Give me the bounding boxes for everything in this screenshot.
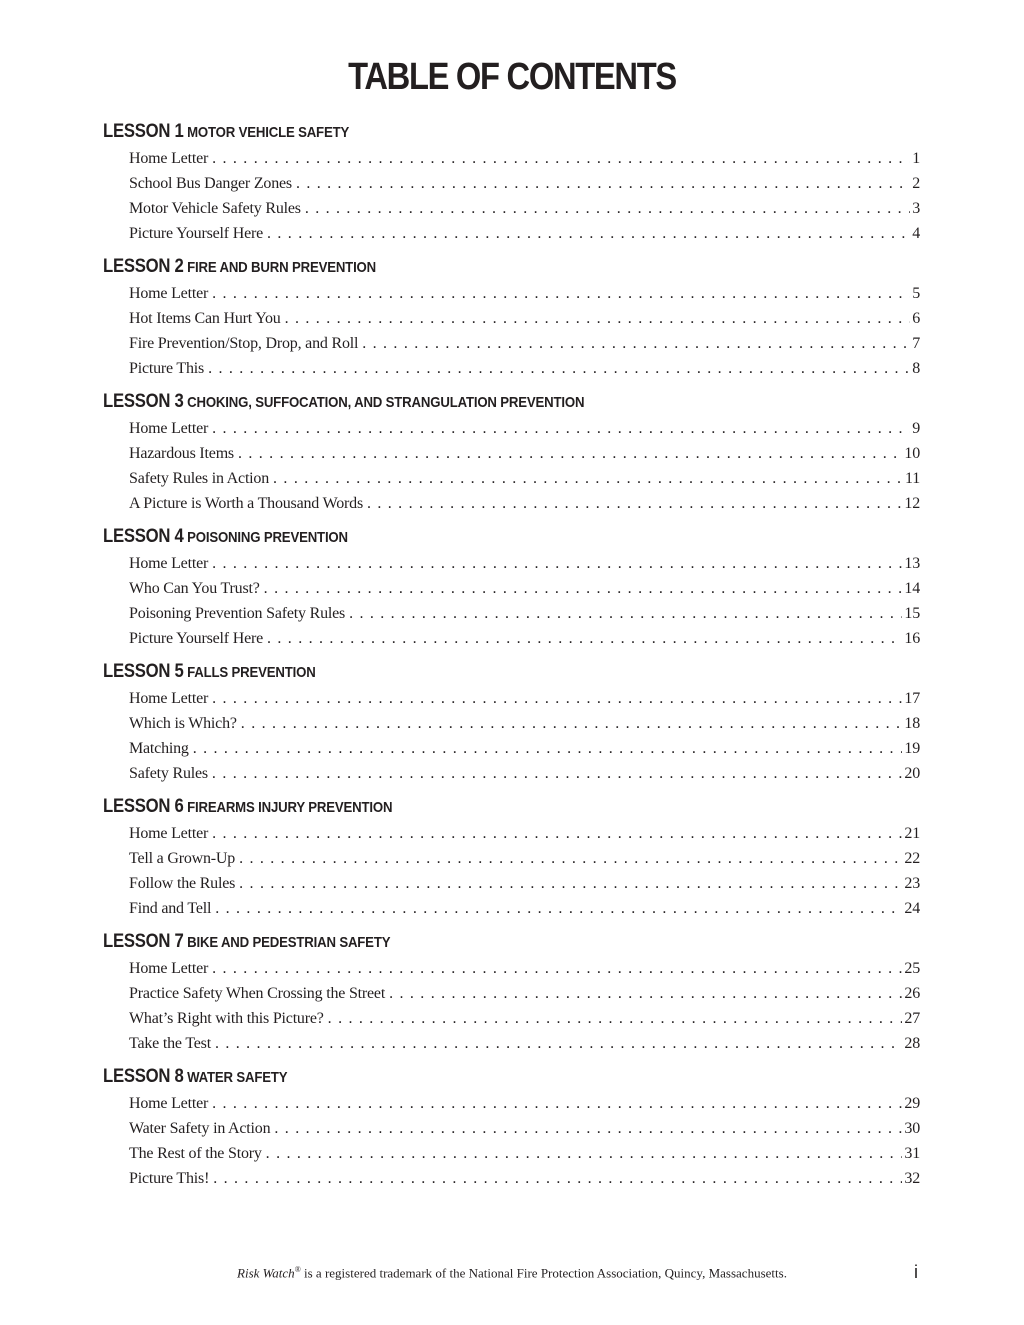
entry-title: Picture Yourself Here [129,630,263,647]
lesson-section [103,388,920,516]
toc-entry [129,281,920,306]
entry-page-number: 10 [904,445,920,462]
lesson-topic: MOTOR VEHICLE SAFETY [187,124,350,141]
entry-page-number: 21 [904,825,920,842]
entry-title: Practice Safety When Crossing the Street [129,985,386,1002]
entry-page-number: 23 [904,875,920,892]
lesson-section [103,523,920,651]
dot-leader [238,441,902,466]
dot-leader [274,1116,902,1141]
footnote-text: is a registered trademark of the National Fire Protection Association, Quincy, Massachusetts. [300,1265,787,1281]
dot-leader [212,281,910,306]
entry-title: Safety Rules in Action [129,470,270,487]
dot-leader [273,466,903,491]
toc-entry [129,626,920,651]
lesson-heading [103,118,822,146]
lesson-number: LESSON 6 [103,796,184,817]
entry-title: Home Letter [129,825,209,842]
table-of-contents [103,118,920,1198]
dot-leader [362,331,910,356]
lesson-heading [103,928,822,956]
toc-entry [129,356,920,381]
entry-page-number: 4 [912,225,920,242]
toc-entry [129,441,920,466]
dot-leader [212,416,910,441]
entry-title: Home Letter [129,420,209,437]
toc-entry [129,331,920,356]
entry-page-number: 32 [904,1170,920,1187]
dot-leader [212,551,902,576]
dot-leader [285,306,911,331]
entry-title: Home Letter [129,285,209,302]
dot-leader [239,846,902,871]
entry-title: Find and Tell [129,900,212,917]
dot-leader [212,821,902,846]
dot-leader [305,196,910,221]
entry-page-number: 3 [912,200,920,217]
entry-title: Fire Prevention/Stop, Drop, and Roll [129,335,359,352]
dot-leader [215,1031,902,1056]
toc-entry [129,711,920,736]
entry-page-number: 8 [912,360,920,377]
entry-page-number: 20 [904,765,920,782]
toc-entry [129,1006,920,1031]
lesson-topic: FIREARMS INJURY PREVENTION [187,799,393,816]
entry-title: Who Can You Trust? [129,580,260,597]
lesson-heading [103,793,822,821]
dot-leader [212,956,902,981]
toc-entry [129,491,920,516]
lesson-section [103,658,920,786]
page-title: TABLE OF CONTENTS [348,56,676,98]
entry-title: Tell a Grown-Up [129,850,236,867]
entry-title: The Rest of the Story [129,1145,262,1162]
toc-entry [129,1166,920,1191]
entry-page-number: 13 [904,555,920,572]
entry-title: Follow the Rules [129,875,236,892]
entry-title: Home Letter [129,960,209,977]
dot-leader [208,356,910,381]
entry-page-number: 25 [904,960,920,977]
lesson-heading [103,253,822,281]
lesson-topic: WATER SAFETY [187,1069,288,1086]
lesson-number: LESSON 2 [103,256,184,277]
entry-title: Home Letter [129,1095,209,1112]
dot-leader [213,1166,902,1191]
dot-leader [212,1091,902,1116]
lesson-section [103,118,920,246]
toc-entry [129,761,920,786]
toc-entry [129,416,920,441]
dot-leader [266,1141,903,1166]
trademark-footnote [0,1265,1024,1281]
entry-title: Safety Rules [129,765,208,782]
entry-page-number: 17 [904,690,920,707]
entry-title: Poisoning Prevention Safety Rules [129,605,346,622]
dot-leader [212,686,902,711]
entry-page-number: 7 [912,335,920,352]
footnote-brand: Risk Watch [237,1265,295,1281]
lesson-number: LESSON 5 [103,661,184,682]
toc-entry [129,1141,920,1166]
entry-title: School Bus Danger Zones [129,175,292,192]
dot-leader [267,221,910,246]
entry-page-number: 6 [912,310,920,327]
entry-page-number: 9 [912,420,920,437]
lesson-number: LESSON 8 [103,1066,184,1087]
entry-page-number: 2 [912,175,920,192]
entry-page-number: 24 [904,900,920,917]
dot-leader [212,761,902,786]
dot-leader [267,626,902,651]
entry-title: Hot Items Can Hurt You [129,310,281,327]
toc-entry [129,576,920,601]
entry-page-number: 26 [904,985,920,1002]
toc-entry [129,871,920,896]
toc-entry [129,221,920,246]
entry-page-number: 1 [912,150,920,167]
entry-page-number: 15 [904,605,920,622]
toc-entry [129,956,920,981]
dot-leader [241,711,903,736]
entry-page-number: 27 [904,1010,920,1027]
entry-title: Which is Which? [129,715,237,732]
dot-leader [264,576,903,601]
toc-entry [129,146,920,171]
lesson-section [103,928,920,1056]
lesson-topic: FIRE AND BURN PREVENTION [187,259,377,276]
dot-leader [212,146,910,171]
lesson-section [103,793,920,921]
toc-entry [129,981,920,1006]
entry-page-number: 22 [904,850,920,867]
lesson-section [103,253,920,381]
entry-title: A Picture is Worth a Thousand Words [129,495,363,512]
entry-page-number: 5 [912,285,920,302]
entry-title: Motor Vehicle Safety Rules [129,200,301,217]
lesson-topic: FALLS PREVENTION [187,664,316,681]
page-number: i [914,1262,918,1282]
toc-entry [129,896,920,921]
entry-title: Home Letter [129,150,209,167]
entry-title: Picture This [129,360,205,377]
entry-title: Take the Test [129,1035,211,1052]
toc-entry [129,686,920,711]
entry-page-number: 29 [904,1095,920,1112]
lesson-topic: POISONING PREVENTION [187,529,348,546]
entry-title: Matching [129,740,189,757]
lesson-topic: CHOKING, SUFFOCATION, AND STRANGULATION PREVENTION [187,394,585,411]
entry-page-number: 30 [904,1120,920,1137]
dot-leader [239,871,902,896]
entry-title: Water Safety in Action [129,1120,271,1137]
dot-leader [193,736,903,761]
entry-page-number: 11 [904,470,920,487]
toc-entry [129,846,920,871]
toc-entry [129,306,920,331]
entry-page-number: 31 [904,1145,920,1162]
toc-entry [129,601,920,626]
entry-title: Home Letter [129,690,209,707]
entry-title: Hazardous Items [129,445,234,462]
toc-entry [129,1116,920,1141]
lesson-number: LESSON 4 [103,526,184,547]
entry-title: Picture Yourself Here [129,225,263,242]
lesson-topic: BIKE AND PEDESTRIAN SAFETY [187,934,391,951]
entry-title: Picture This! [129,1170,210,1187]
toc-entry [129,171,920,196]
toc-entry [129,196,920,221]
entry-page-number: 14 [904,580,920,597]
toc-entry [129,821,920,846]
lesson-number: LESSON 1 [103,121,184,142]
entry-page-number: 12 [904,495,920,512]
toc-entry [129,466,920,491]
lesson-heading [103,1063,822,1091]
lesson-heading [103,388,822,416]
dot-leader [367,491,902,516]
toc-entry [129,551,920,576]
entry-title: What’s Right with this Picture? [129,1010,324,1027]
lesson-number: LESSON 7 [103,931,184,952]
lesson-number: LESSON 3 [103,391,184,412]
lesson-heading [103,523,822,551]
entry-page-number: 18 [904,715,920,732]
dot-leader [328,1006,903,1031]
lesson-heading [103,658,822,686]
entry-page-number: 19 [904,740,920,757]
dot-leader [296,171,910,196]
dot-leader [389,981,902,1006]
dot-leader [215,896,902,921]
dot-leader [349,601,902,626]
toc-entry [129,736,920,761]
toc-entry [129,1031,920,1056]
entry-page-number: 16 [904,630,920,647]
entry-page-number: 28 [904,1035,920,1052]
lesson-section [103,1063,920,1191]
toc-entry [129,1091,920,1116]
registered-mark: ® [294,1265,301,1274]
entry-title: Home Letter [129,555,209,572]
